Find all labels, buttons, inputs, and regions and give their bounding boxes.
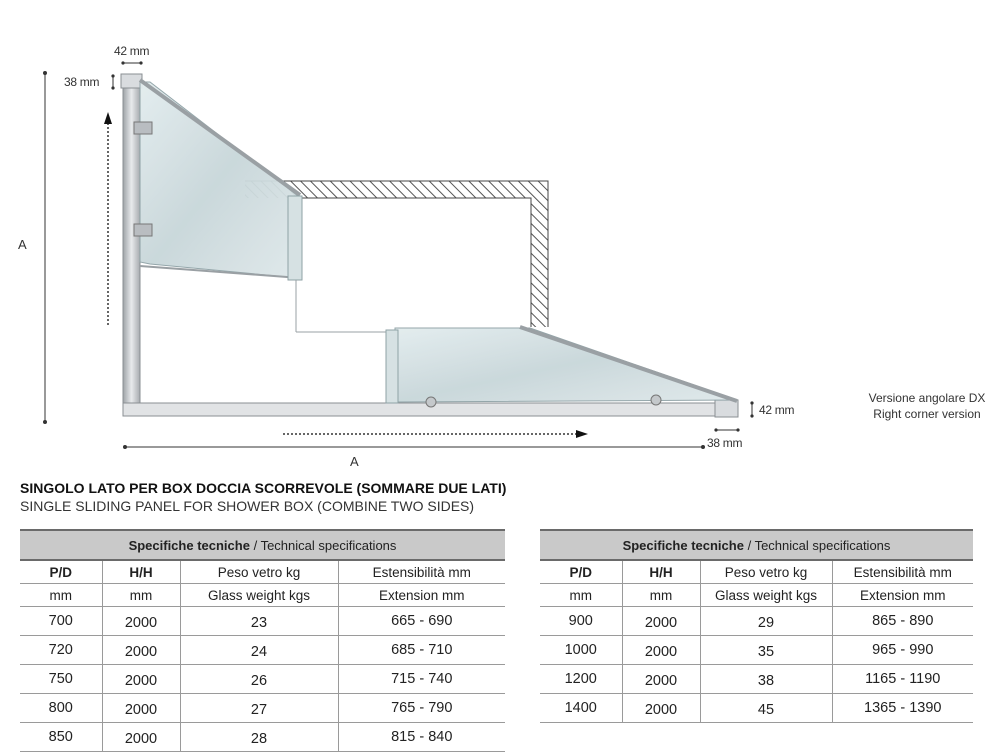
table-row (540, 665, 973, 694)
glass-panel-left (134, 80, 302, 280)
cell-weight: 28 (180, 723, 338, 752)
table-row (20, 665, 505, 694)
version-label-it: Versione angolare DX (868, 391, 986, 405)
col-unit-pd: mm (540, 584, 622, 607)
dim-label-a-horizontal: A (350, 454, 359, 469)
dim-label-top-depth: 38 mm (64, 75, 100, 89)
spec-table-left (20, 529, 505, 752)
section-heading (20, 479, 506, 515)
slide-arrow-horizontal (283, 430, 588, 438)
col-unit-hh: mm (102, 584, 180, 607)
cell-pd: 800 (20, 694, 102, 723)
table-row (20, 636, 505, 665)
col-header-weight: Peso vetro kg (700, 560, 832, 584)
table-row (540, 694, 973, 723)
cell-weight: 24 (180, 636, 338, 665)
col-header-hh: H/H (622, 560, 700, 584)
table-row (20, 694, 505, 723)
spec-table-title: Specifiche tecniche / Technical specifications (20, 530, 505, 560)
col-header-extension: Estensibilità mm (832, 560, 973, 584)
version-note (842, 390, 1002, 422)
dim-label-top-width: 42 mm (114, 44, 150, 58)
cell-weight: 38 (700, 665, 832, 694)
col-unit-hh: mm (622, 584, 700, 607)
cell-extension: 965 - 990 (832, 636, 973, 665)
dimension-a-horizontal (123, 445, 705, 449)
dimension-a-vertical (43, 71, 47, 424)
spec-table-title: Specifiche tecniche / Technical specifications (540, 530, 973, 560)
cell-pd: 700 (20, 607, 102, 636)
cell-hh: 2000 (622, 694, 700, 723)
cell-pd: 1400 (540, 694, 622, 723)
cell-weight: 26 (180, 665, 338, 694)
cell-hh: 2000 (102, 636, 180, 665)
cell-pd: 1200 (540, 665, 622, 694)
col-unit-extension: Extension mm (338, 584, 505, 607)
cell-hh: 2000 (622, 636, 700, 665)
table-row (540, 636, 973, 665)
cell-extension: 665 - 690 (338, 607, 505, 636)
cell-weight: 27 (180, 694, 338, 723)
cell-hh: 2000 (102, 723, 180, 752)
cell-extension: 1365 - 1390 (832, 694, 973, 723)
cell-weight: 29 (700, 607, 832, 636)
cell-weight: 45 (700, 694, 832, 723)
heading-english: SINGLE SLIDING PANEL FOR SHOWER BOX (COMBINE TWO SIDES) (20, 498, 475, 514)
col-header-hh: H/H (102, 560, 180, 584)
cell-hh: 2000 (102, 607, 180, 636)
slide-guide-line (296, 280, 398, 332)
cell-hh: 2000 (102, 694, 180, 723)
dim-label-right-width: 38 mm (707, 436, 743, 450)
dim-label-a-vertical: A (18, 237, 27, 252)
cell-pd: 850 (20, 723, 102, 752)
cell-extension: 1165 - 1190 (832, 665, 973, 694)
col-header-pd: P/D (20, 560, 102, 584)
table-row (20, 607, 505, 636)
cell-extension: 715 - 740 (338, 665, 505, 694)
slide-arrow-vertical (104, 112, 112, 325)
col-header-extension: Estensibilità mm (338, 560, 505, 584)
cell-extension: 765 - 790 (338, 694, 505, 723)
cell-extension: 865 - 890 (832, 607, 973, 636)
col-unit-extension: Extension mm (832, 584, 973, 607)
col-header-pd: P/D (540, 560, 622, 584)
table-row (540, 607, 973, 636)
glass-panel-right (386, 327, 737, 407)
cell-hh: 2000 (102, 665, 180, 694)
col-unit-weight: Glass weight kgs (700, 584, 832, 607)
cell-pd: 1000 (540, 636, 622, 665)
col-header-weight: Peso vetro kg (180, 560, 338, 584)
cell-hh: 2000 (622, 607, 700, 636)
col-unit-pd: mm (20, 584, 102, 607)
cell-hh: 2000 (622, 665, 700, 694)
cell-weight: 23 (180, 607, 338, 636)
col-unit-weight: Glass weight kgs (180, 584, 338, 607)
cell-extension: 685 - 710 (338, 636, 505, 665)
table-row (20, 723, 505, 752)
cell-pd: 900 (540, 607, 622, 636)
version-label-en: Right corner version (873, 407, 981, 421)
cell-extension: 815 - 840 (338, 723, 505, 752)
heading-italian: SINGOLO LATO PER BOX DOCCIA SCORREVOLE (SOMMARE DUE LATI) (20, 480, 507, 496)
cell-pd: 720 (20, 636, 102, 665)
spec-table-right (540, 529, 973, 723)
cell-weight: 35 (700, 636, 832, 665)
dim-label-right-depth: 42 mm (759, 403, 795, 417)
cell-pd: 750 (20, 665, 102, 694)
